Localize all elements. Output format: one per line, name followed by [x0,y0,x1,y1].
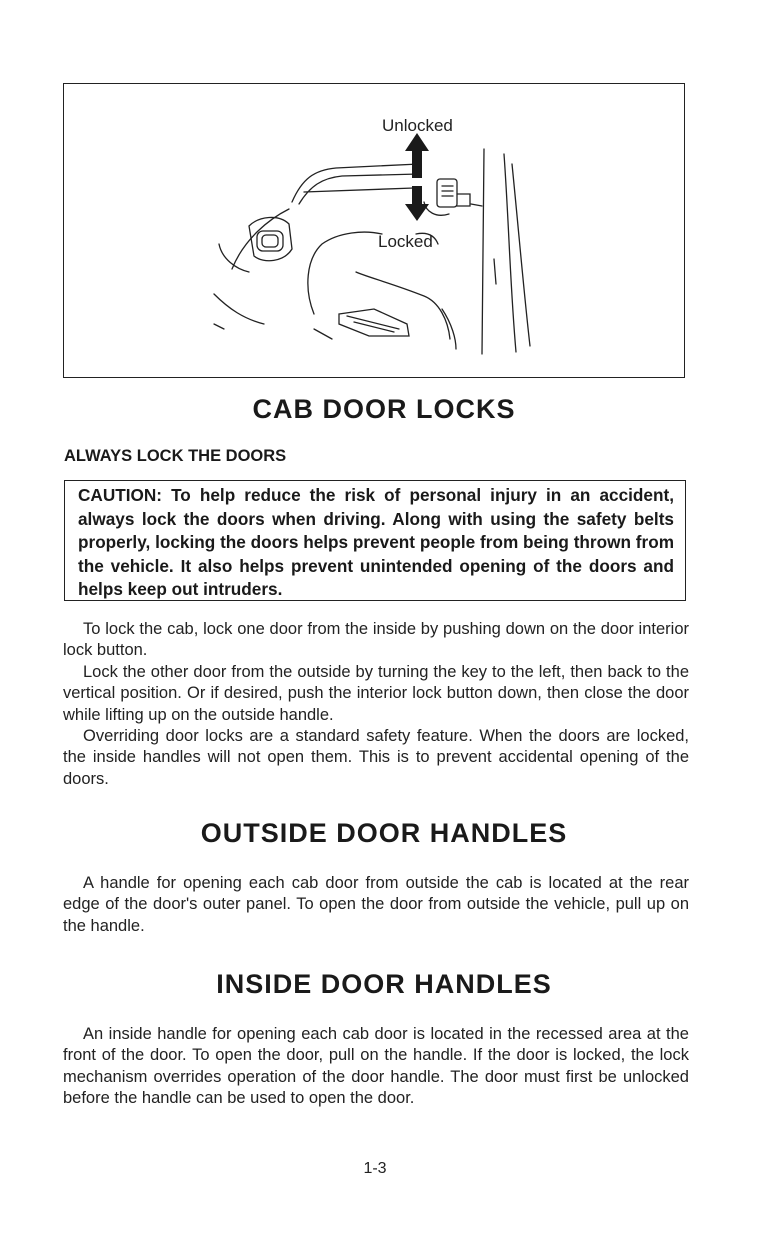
inside-handle-paragraph: An inside handle for opening each cab door is located in the recessed area at the front of the door. To open the door, pull on the handle. If the door is locked, the lock mechanism overrides operation of the door handle. The door must first be unlocked before the handle can be used to open the door. [63,1025,689,1108]
cab-lock-paragraph-2: Lock the other door from the outside by turning the key to the left, then back to the vertical position. Or if desired, push the interior lock button down, then close the door while lifting up on the outside handle. [63,662,689,724]
outside-handle-paragraph: A handle for opening each cab door from outside the cab is located at the rear edge of the door's outer panel. To open the door from outside the vehicle, pull up on the handle. [63,874,689,935]
always-lock-subheading: ALWAYS LOCK THE DOORS [64,447,287,465]
inside-door-handles-heading: INSIDE DOOR HANDLES [216,969,552,999]
outside-door-handles-heading: OUTSIDE DOOR HANDLES [200,818,568,848]
locked-label: Locked [378,232,433,251]
door-lock-illustration [64,84,686,379]
cab-door-locks-body [63,619,689,790]
cab-lock-paragraph-1: To lock the cab, lock one door from the inside by pushing down on the door interior lock button. [63,620,689,660]
outside-door-handles-body [63,873,689,937]
unlocked-label: Unlocked [382,116,453,135]
inside-door-handles-body [63,1024,689,1110]
cab-door-locks-heading: CAB DOOR LOCKS [252,394,516,424]
page-number: 1-3 [363,1160,387,1177]
cab-lock-paragraph-3: Overriding door locks are a standard safety feature. When the doors are locked, the inside handles will not open them. This is to prevent accidental opening of the doors. [63,727,689,788]
door-lock-figure [63,83,685,378]
lock-direction-arrows [405,133,429,221]
caution-box: CAUTION: To help reduce the risk of personal injury in an accident, always lock the doors when driving. Along with using the safety belts properly, locking the doors helps prevent people from being thrown from the vehicle. It also helps prevent unintended opening of the doors and helps keep out intruders. [64,480,686,601]
